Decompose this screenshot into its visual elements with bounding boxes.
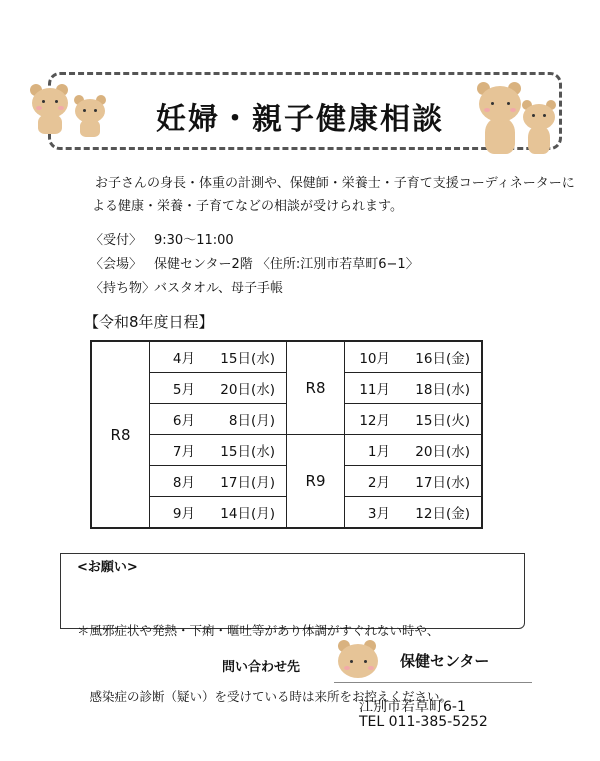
schedule-date: 10月 16日(金) bbox=[345, 341, 483, 373]
schedule-date: 1月 20日(水) bbox=[345, 435, 483, 466]
info-venue: 〈会場〉 保健センター2階 〈住所:江別市若草町6−1〉 bbox=[90, 257, 419, 272]
era-cell: R9 bbox=[287, 435, 345, 529]
schedule-date: 6月 8日(月) bbox=[150, 404, 287, 435]
intro-line-2: よる健康・栄養・子育てなどの相談が受けられます。 bbox=[92, 199, 403, 214]
contact-address: 江別市若草町6-1 bbox=[359, 699, 466, 715]
notice-line: ＊風邪症状や発熱・下痢・嘔吐等があり体調がすぐれない時や、 bbox=[77, 623, 440, 638]
bear-illustration-contact bbox=[336, 640, 378, 682]
schedule-date: 8月 17日(月) bbox=[150, 466, 287, 497]
divider bbox=[334, 682, 532, 683]
schedule-date: 2月 17日(水) bbox=[345, 466, 483, 497]
intro-line-1: お子さんの身長・体重の計測や、保健師・栄養士・子育て支援コーディネーターに bbox=[95, 176, 575, 191]
bear-illustration-left bbox=[28, 82, 73, 132]
contact-tel: TEL 011-385-5252 bbox=[359, 714, 488, 730]
schedule-date: 9月 14日(月) bbox=[150, 497, 287, 529]
bear-illustration-small bbox=[72, 95, 110, 137]
schedule-heading: 【令和8年度日程】 bbox=[84, 313, 214, 331]
info-list bbox=[90, 229, 540, 301]
schedule-table bbox=[90, 340, 483, 529]
notice-line: 感染症の診断（疑い）を受けている時は来所をお控えください。 bbox=[77, 689, 453, 704]
era-cell: R8 bbox=[91, 341, 150, 528]
schedule-date: 3月 12日(金) bbox=[345, 497, 483, 529]
era-cell: R8 bbox=[287, 341, 345, 435]
info-reception: 〈受付〉 9:30～11:00 bbox=[90, 233, 234, 248]
contact-name: 保健センター bbox=[400, 652, 490, 670]
bear-illustration-right-small bbox=[520, 100, 560, 155]
contact-label: 問い合わせ先 bbox=[222, 660, 301, 675]
schedule-date: 7月 15日(水) bbox=[150, 435, 287, 466]
notice-title: <お願い> bbox=[77, 560, 138, 575]
schedule-date: 4月 15日(水) bbox=[150, 341, 287, 373]
schedule-date: 5月 20日(水) bbox=[150, 373, 287, 404]
info-items: 〈持ち物〉バスタオル、母子手帳 bbox=[90, 281, 283, 296]
page-title: 妊婦・親子健康相談 bbox=[156, 102, 444, 137]
schedule-date: 11月 18日(水) bbox=[345, 373, 483, 404]
bear-illustration-right bbox=[475, 80, 525, 155]
schedule-date: 12月 15日(火) bbox=[345, 404, 483, 435]
